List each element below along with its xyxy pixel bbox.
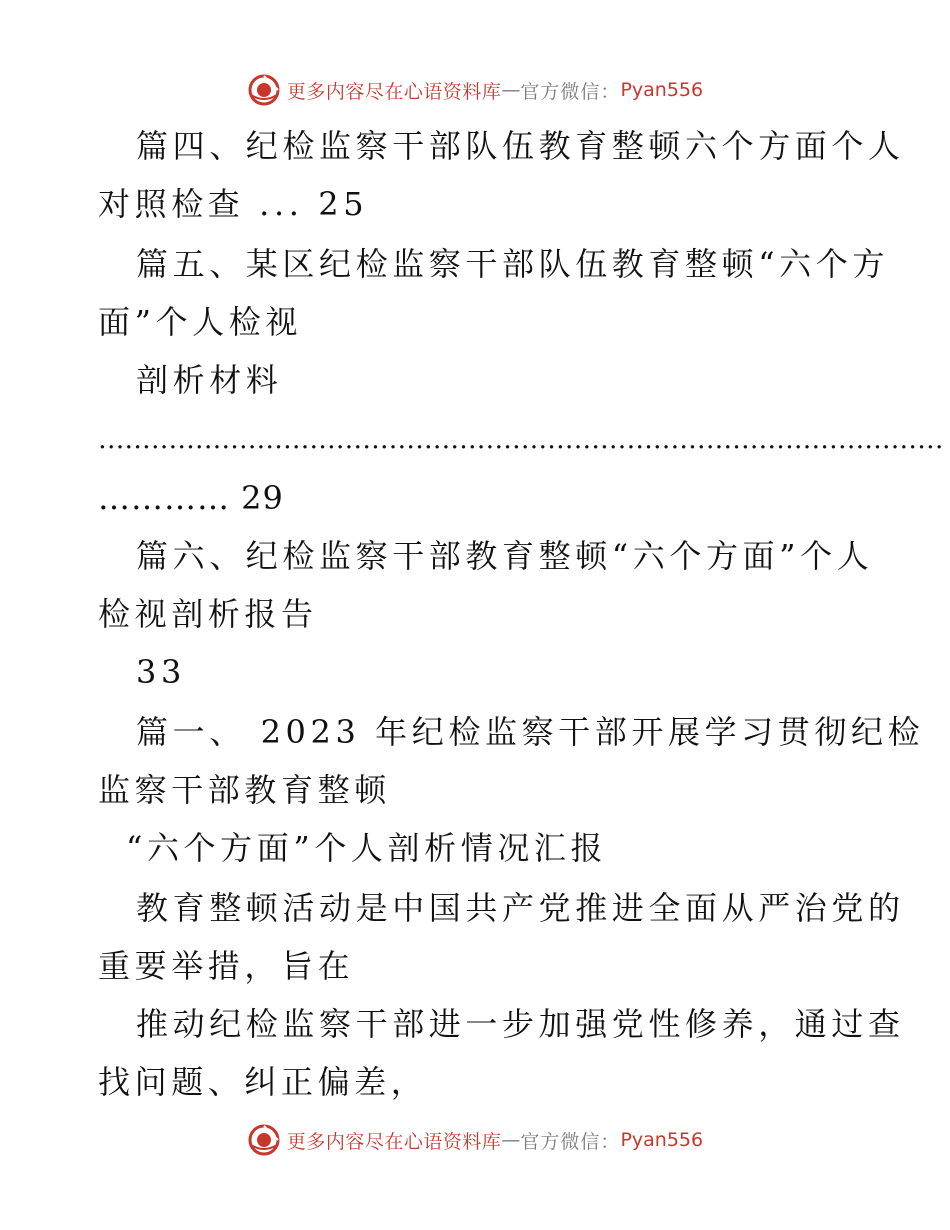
toc-line-2: 对照检查 ... 25: [98, 185, 369, 223]
toc-line-1: 篇四、纪检监察干部队伍教育整顿六个方面个人: [136, 127, 905, 165]
paragraph-line-1: 教育整顿活动是中国共产党推进全面从严治党的: [136, 889, 905, 927]
toc-line-7: 篇六、纪检监察干部教育整顿“六个方面”个人: [136, 537, 874, 575]
toc-line-4: 面”个人检视: [98, 303, 302, 341]
toc-line-8: 检视剖析报告: [98, 595, 318, 633]
toc-line-6: ………… 29: [98, 479, 284, 517]
section-title-line-1: 篇一、 2023 年纪检监察干部开展学习贯彻纪检: [136, 713, 925, 751]
section-title-line-3: “六个方面”个人剖析情况汇报: [126, 829, 608, 867]
toc-line-5: 剖析材料: [136, 361, 283, 399]
section-title-line-2: 监察干部教育整顿: [98, 771, 391, 809]
brand-logo-icon: [247, 1123, 281, 1157]
brand-logo-icon: [247, 73, 281, 107]
watermark-id: Pyan556: [620, 1129, 704, 1151]
watermark-label: 官方微信：: [520, 1130, 621, 1153]
paragraph-line-3: 推动纪检监察干部进一步加强党性修养，通过查: [136, 1005, 905, 1043]
watermark-text: 更多内容尽在心语资料库: [286, 1130, 502, 1153]
toc-page-number: 33: [136, 653, 186, 691]
toc-line-3: 篇五、某区纪检监察干部队伍教育整顿“六个方: [136, 245, 889, 283]
watermark-label: 官方微信：: [520, 80, 621, 103]
watermark-dash: —: [501, 1129, 521, 1151]
paragraph-line-2: 重要举措，旨在: [98, 947, 355, 985]
watermark-id: Pyan556: [620, 79, 704, 101]
footer-watermark: [0, 1120, 950, 1160]
watermark-dash: —: [501, 79, 521, 101]
paragraph-line-4: 找问题、纠正偏差，: [98, 1063, 428, 1101]
watermark-text: 更多内容尽在心语资料库: [286, 80, 502, 103]
header-watermark: [0, 70, 950, 110]
toc-leader-dots: ……………………………………………………………………………………: [98, 424, 944, 455]
